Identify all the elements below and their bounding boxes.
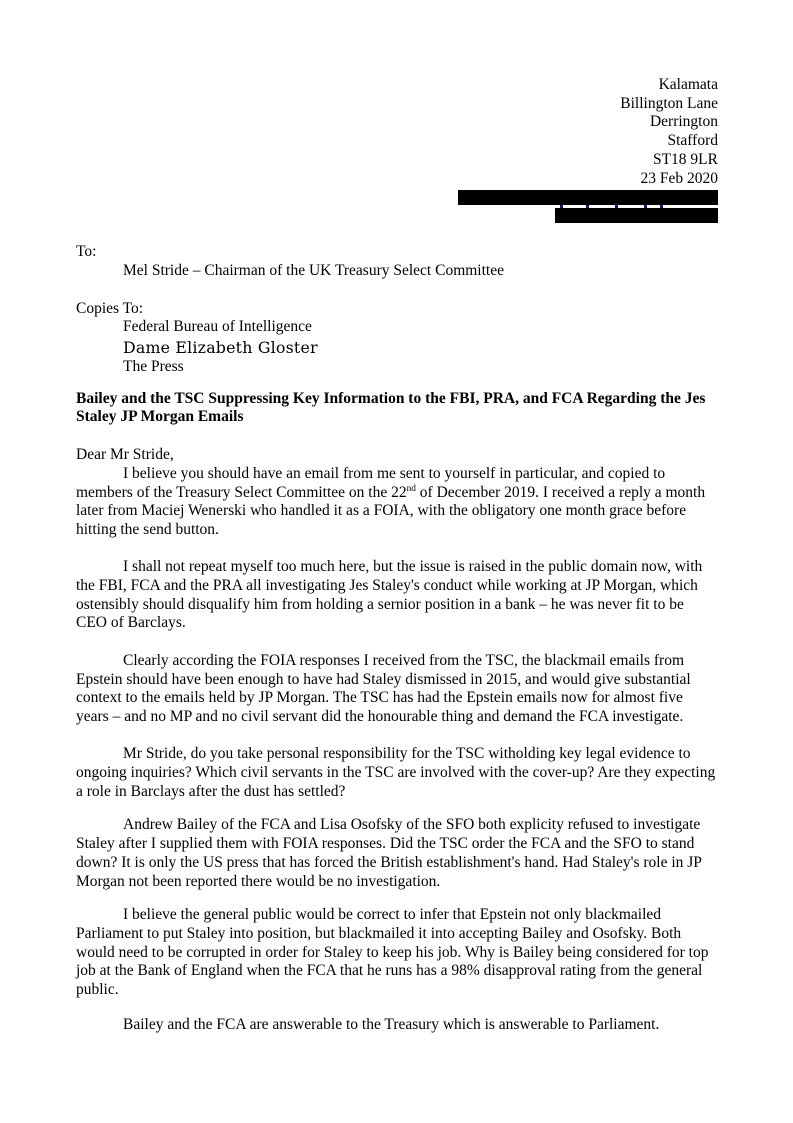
paragraph-text: of December 2019. I received a reply a month later from Maciej Wenerski who handled it as a FOIA, with the obligatory one month grace before hitting the send button. bbox=[76, 483, 706, 538]
redaction-bar bbox=[555, 208, 718, 223]
paragraph-text: I believe you should have an email from me sent to yourself in particular, and copied to members of the Treasury Select Committee on the 22 bbox=[76, 464, 666, 501]
copies-item: Dame Elizabeth Gloster bbox=[123, 338, 318, 358]
body-paragraph: Bailey and the FCA are answerable to the Treasury which is answerable to Parliament. bbox=[123, 1015, 660, 1033]
redacted-text-remnant bbox=[560, 205, 563, 208]
letter-date: 23 Feb 2020 bbox=[640, 169, 718, 187]
recipient-name: Mel Stride – Chairman of the UK Treasury Select Committee bbox=[123, 261, 504, 279]
body-paragraph: I believe the general public would be correct to infer that Epstein not only blackmailed Parliament to put Staley into position, but blackmailed it into accepting Bailey and Osofsky. Both would need to be corrupted in order for Staley to keep his job. Why is Bailey being considered for top job at the Bank of England when the FCA that he runs has a 98% disapproval rating from the general public. bbox=[76, 906, 709, 999]
to-label: To: bbox=[76, 243, 97, 261]
copies-item: Federal Bureau of Intelligence bbox=[123, 318, 312, 336]
body-paragraph bbox=[76, 465, 718, 540]
body-paragraph: Mr Stride, do you take personal responsibility for the TSC witholding key legal evidence to ongoing inquiries? Which civil servants in the TSC are involved with the cover-up? Are they expecting a role in Barclays after the dust has settled? bbox=[76, 745, 716, 800]
sender-postcode: ST18 9LR bbox=[652, 150, 718, 168]
sender-address-block bbox=[76, 76, 718, 188]
copies-item: The Press bbox=[123, 358, 184, 376]
sender-address-line: Kalamata bbox=[658, 76, 718, 93]
sender-address-line: Derrington bbox=[649, 113, 718, 131]
ordinal-superscript: nd bbox=[406, 483, 416, 494]
copies-label: Copies To: bbox=[76, 299, 144, 317]
copies-block bbox=[76, 300, 718, 377]
body-paragraph: Clearly according the FOIA responses I received from the TSC, the blackmail emails from Epstein should have been enough to have had Staley dismissed in 2015, and would give substantial context to the emails held by JP Morgan. The TSC has had the Epstein emails now for almost five years – and no MP and no civil servant did the honourable thing and demand the FCA investigate. bbox=[76, 651, 691, 725]
redaction-block bbox=[458, 190, 718, 223]
sender-address-line: Stafford bbox=[667, 132, 718, 150]
body-paragraph: Andrew Bailey of the FCA and Lisa Osofsky of the SFO both explicity refused to investigate Staley after I supplied them with FOIA responses. Did the TSC order the FCA and the SFO to stand down? It is only the US press that has forced the British establishment's hand. Had Staley's role in JP Morgan not been reported there would be no investigation. bbox=[76, 816, 702, 890]
subject-heading: Bailey and the TSC Suppressing Key Information to the FBI, PRA, and FCA Regarding the Jes Staley JP Morgan Emails bbox=[76, 389, 706, 426]
recipient-block bbox=[76, 243, 718, 280]
salutation: Dear Mr Stride, bbox=[76, 446, 174, 464]
redaction-bar bbox=[458, 190, 718, 205]
sender-address-line: Billington Lane bbox=[620, 94, 718, 112]
body-paragraph: I shall not repeat myself too much here, but the issue is raised in the public domain now, with the FBI, FCA and the PRA all investigating Jes Staley's conduct while working at JP Morgan, which ostensibly should disqualify him from holding a sernior position in a bank – he was never fit to be CEO of Barclays. bbox=[76, 558, 703, 632]
